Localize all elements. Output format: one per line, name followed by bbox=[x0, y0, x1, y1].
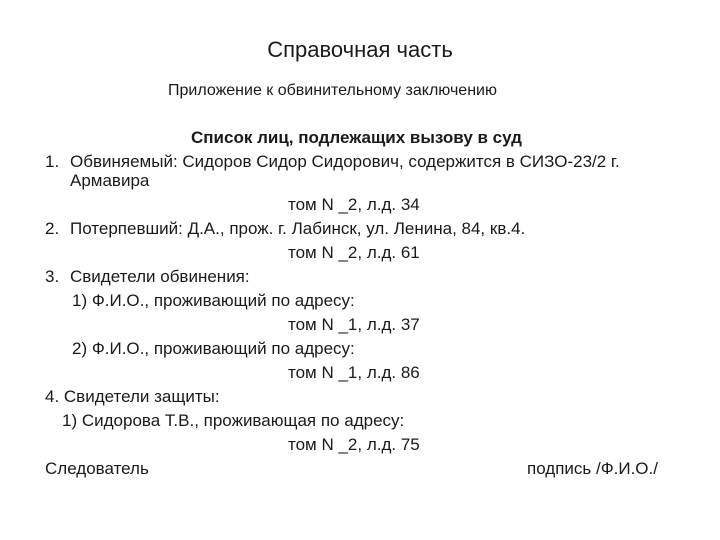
list-item-number: 3. bbox=[45, 267, 60, 286]
defense-witnesses-heading: 4. Свидетели защиты: bbox=[45, 387, 220, 406]
list-heading: Список лиц, подлежащих вызову в суд bbox=[191, 128, 522, 147]
prosecution-witnesses-heading: Свидетели обвинения: bbox=[70, 267, 250, 286]
investigator-label: Следователь bbox=[45, 459, 149, 478]
accused-line-1: Обвиняемый: Сидоров Сидор Сидорович, содержится в СИЗО-23/2 г. bbox=[70, 152, 620, 171]
accused-line-2: Армавира bbox=[70, 171, 150, 190]
signature-label: подпись /Ф.И.О./ bbox=[527, 459, 658, 478]
accused-case-reference: том N _2, л.д. 34 bbox=[288, 195, 420, 214]
defense-witness-1-reference: том N _2, л.д. 75 bbox=[288, 435, 420, 454]
prosecution-witness-1-reference: том N _1, л.д. 37 bbox=[288, 315, 420, 334]
defense-witness-1: 1) Сидорова Т.В., проживающая по адресу: bbox=[62, 411, 405, 430]
prosecution-witness-1: 1) Ф.И.О., проживающий по адресу: bbox=[72, 291, 355, 310]
victim-line: Потерпевший: Д.А., прож. г. Лабинск, ул. Ленина, 84, кв.4. bbox=[70, 219, 526, 238]
prosecution-witness-2: 2) Ф.И.О., проживающий по адресу: bbox=[72, 339, 355, 358]
list-item-number: 2. bbox=[45, 219, 60, 238]
victim-case-reference: том N _2, л.д. 61 bbox=[288, 243, 420, 262]
prosecution-witness-2-reference: том N _1, л.д. 86 bbox=[288, 363, 420, 382]
page-subtitle: Приложение к обвинительному заключению bbox=[168, 82, 497, 99]
page-title: Справочная часть bbox=[267, 37, 453, 62]
list-item-number: 1. bbox=[45, 152, 60, 171]
